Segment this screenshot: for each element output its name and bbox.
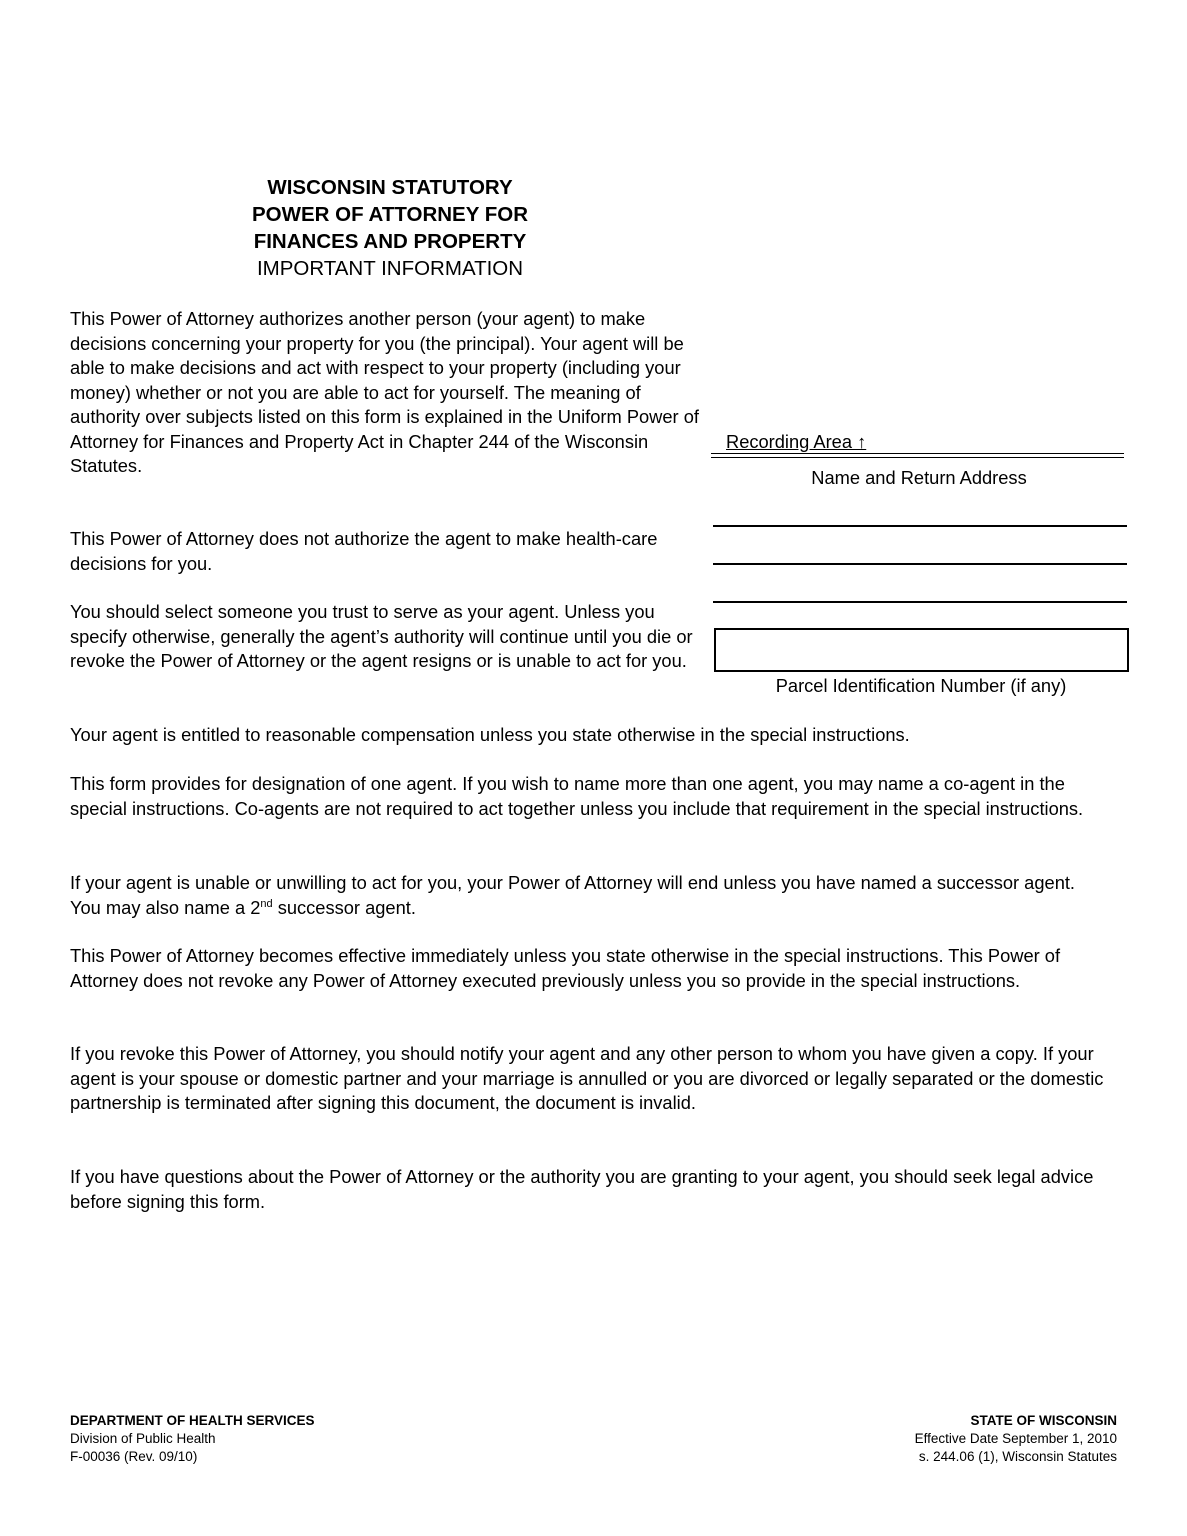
- footer-department: DEPARTMENT OF HEALTH SERVICES: [70, 1413, 315, 1428]
- footer-effective-date: Effective Date September 1, 2010: [914, 1431, 1117, 1446]
- parcel-id-input-box[interactable]: [714, 628, 1129, 672]
- paragraph-health-care: This Power of Attorney does not authorize the agent to make health-care decisions for you.: [70, 528, 658, 574]
- paragraph-revocation: If you revoke this Power of Attorney, you should notify your agent and any other person to whom you have given a copy. If your agent is your spouse or domestic partner and your marriage is annulled or you are divorced or legally separated or the domestic partnership is terminated after signing this document, the document is invalid.: [70, 1043, 1104, 1113]
- footer-division: Division of Public Health: [70, 1431, 216, 1446]
- paragraph-co-agent: This form provides for designation of one agent. If you wish to name more than one agent, you may name a co-agent in the special instructions. Co-agents are not required to act together unless you include that requirement in the special instructions.: [70, 773, 1084, 819]
- return-address-line-3[interactable]: [713, 601, 1127, 603]
- name-return-address-label: Name and Return Address: [811, 467, 1027, 488]
- paragraph-effective: This Power of Attorney becomes effective immediately unless you state otherwise in the special instructions. This Power of Attorney does not revoke any Power of Attorney executed previously unless you so provide in the special instructions.: [70, 945, 1061, 991]
- form-subtitle: IMPORTANT INFORMATION: [256, 257, 524, 280]
- paragraph-successor-agent: If your agent is unable or unwilling to act for you, your Power of Attorney will end unless you have named a successor agent. You may also name a 2nd successor agent.: [70, 872, 1076, 918]
- return-address-line-2[interactable]: [713, 563, 1127, 565]
- return-address-line-1[interactable]: [713, 525, 1127, 527]
- paragraph-legal-advice: If you have questions about the Power of Attorney or the authority you are granting to your agent, you should seek legal advice before signing this form.: [70, 1166, 1094, 1212]
- form-title-line-1: WISCONSIN STATUTORY: [267, 176, 513, 199]
- form-title-line-3: FINANCES AND PROPERTY: [253, 230, 527, 253]
- footer-statute: s. 244.06 (1), Wisconsin Statutes: [918, 1449, 1117, 1464]
- footer-state: STATE OF WISCONSIN: [970, 1413, 1117, 1428]
- footer-form-number: F-00036 (Rev. 09/10): [70, 1449, 198, 1464]
- paragraph-authorization: This Power of Attorney authorizes another person (your agent) to make decisions concerning your property for you (the principal). Your agent will be able to make decisions and act with respect to your property (including your money) whether or not you are able to act for yourself. The meaning of authority over subjects listed on this form is explained in the Uniform Power of Attorney for Finances and Property Act in Chapter 244 of the Wisconsin Statutes.: [70, 308, 699, 476]
- paragraph-select-agent: You should select someone you trust to serve as your agent. Unless you specify otherwise, generally the agent’s authority will continue until you die or revoke the Power of Attorney or the agent resigns or is unable to act for you.: [70, 601, 693, 671]
- paragraph-compensation: Your agent is entitled to reasonable compensation unless you state otherwise in the special instructions.: [70, 724, 910, 745]
- parcel-id-label: Parcel Identification Number (if any): [775, 675, 1067, 696]
- recording-area-divider: [711, 453, 1124, 458]
- form-title-line-2: POWER OF ATTORNEY FOR: [252, 203, 528, 226]
- recording-area-label: Recording Area ↑: [726, 431, 867, 452]
